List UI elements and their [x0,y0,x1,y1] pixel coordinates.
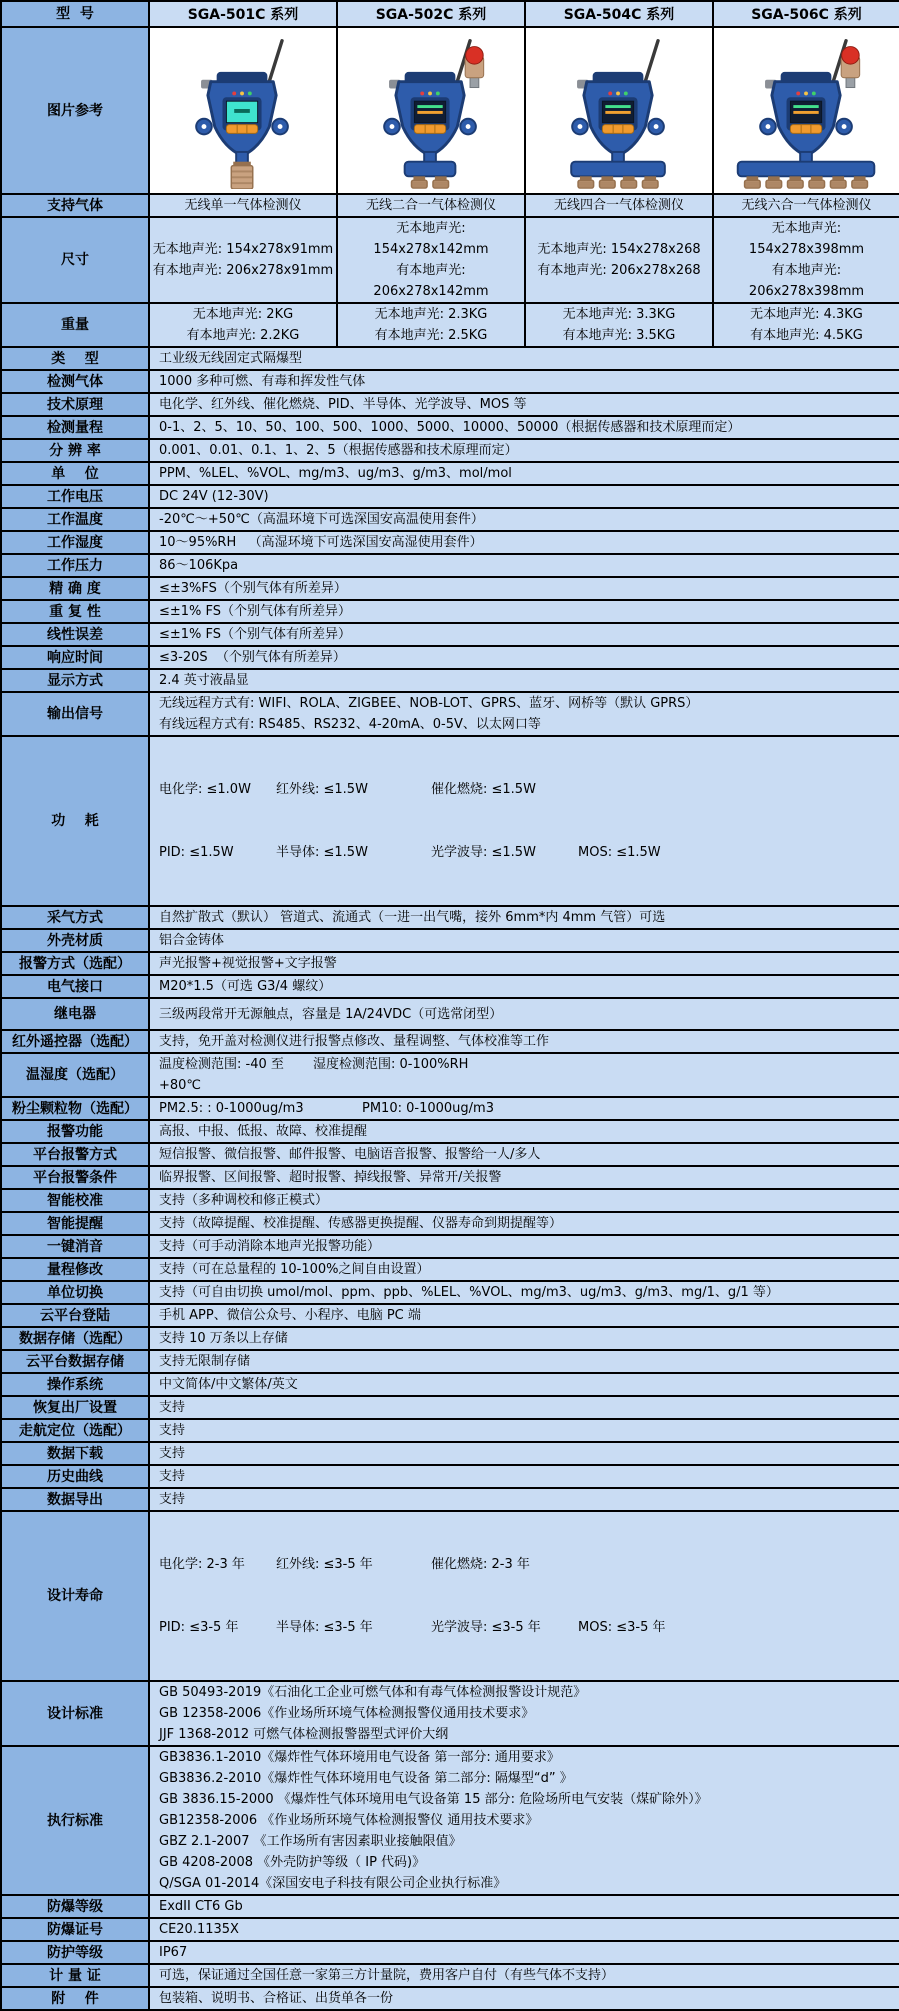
spec-row-housing [1,929,899,952]
image-row-label: 图片参考 [1,27,149,194]
product-image-cell-506c [713,27,899,194]
row-value: 无本地声光: 154x278x142mm 有本地声光: 206x278x142mm [337,217,525,303]
row-value: 手机 APP、微信公众号、小程序、电脑 PC 端 [149,1304,899,1327]
row-value: 无线远程方式有: WIFI、ROLA、ZIGBEE、NOB-LOT、GPRS、蓝牙、网桥等（默认 GPRS） 有线远程方式有: RS485、RS232、4-20mA、0-5V、以太网口等 [149,692,899,736]
row-label: 操作系统 [1,1373,149,1396]
row-value: ≤±1% FS（个别气体有所差异） [149,600,899,623]
row-value: ≤±3%FS（个别气体有所差异） [149,577,899,600]
row-value: 支持 [149,1396,899,1419]
row-label: 防护等级 [1,1941,149,1964]
spec-row-design-standard [1,1681,899,1746]
spec-row-voltage [1,485,899,508]
row-label: 工作湿度 [1,531,149,554]
row-label: 重量 [1,303,149,347]
spec-row-range [1,416,899,439]
row-label: 一键消音 [1,1235,149,1258]
row-label: 设计寿命 [1,1511,149,1681]
row-value: PPM、%LEL、%VOL、mg/m3、ug/m3、g/m3、mol/mol [149,462,899,485]
spec-row-mute [1,1235,899,1258]
row-value: 电化学、红外线、催化燃烧、PID、半导体、光学波导、MOS 等 [149,393,899,416]
row-label: 单 位 [1,462,149,485]
row-label: 支持气体 [1,194,149,217]
row-value: 无本地声光: 154x278x398mm 有本地声光: 206x278x398mm [713,217,899,303]
spec-row-factory-reset [1,1396,899,1419]
row-value: CE20.1135X [149,1918,899,1941]
spec-row-dust-option [1,1097,899,1120]
row-value: 中文简体/中文繁体/英文 [149,1373,899,1396]
header-row [1,1,899,27]
row-label: 云平台数据存储 [1,1350,149,1373]
row-value: 温度检测范围: -40 至+80℃湿度检测范围: 0-100%RH [149,1053,899,1097]
product-image-cell-504c [525,27,713,194]
row-label: 响应时间 [1,646,149,669]
row-label: 工作温度 [1,508,149,531]
row-label: 线性误差 [1,623,149,646]
spec-row-humidity [1,531,899,554]
spec-row-units [1,462,899,485]
row-value: 1000 多种可燃、有毒和挥发性气体 [149,370,899,393]
gas-detector-4-sensor-icon [526,29,712,193]
spec-row-metrology-cert [1,1964,899,1987]
row-value: 0-1、2、5、10、50、100、500、1000、5000、10000、50000（根据传感器和技术原理而定） [149,416,899,439]
row-label: 温湿度（选配） [1,1053,149,1097]
row-value: 86～106Kpa [149,554,899,577]
row-value: 无本地声光: 2.3KG 有本地声光: 2.5KG [337,303,525,347]
spec-row-data-download [1,1442,899,1465]
row-label: 工作电压 [1,485,149,508]
row-value: 高报、中报、低报、故障、校准提醒 [149,1120,899,1143]
header-model-label: 型 号 [1,1,149,27]
row-label: 数据导出 [1,1488,149,1511]
row-value: IP67 [149,1941,899,1964]
row-value: 电化学: ≤1.0W 红外线: ≤1.5W 催化燃烧: ≤1.5W PID: ≤1.5W 半导体: ≤1.5W 光学波导: ≤1.5W MOS: ≤1.5W [149,736,899,906]
row-value: 支持 10 万条以上存储 [149,1327,899,1350]
spec-row-electrical-interface [1,975,899,998]
row-value: PM2.5: : 0-1000ug/m3 PM10: 0-1000ug/m3 [149,1097,899,1120]
spec-row-explosion-proof-cert [1,1918,899,1941]
spec-row-design-life [1,1511,899,1681]
spec-row-pressure [1,554,899,577]
spec-row-accessories [1,1987,899,2010]
row-label: 云平台登陆 [1,1304,149,1327]
product-image-cell-502c [337,27,525,194]
row-value: DC 24V (12-30V) [149,485,899,508]
row-value: M20*1.5（可选 G3/4 螺纹） [149,975,899,998]
row-label: 报警方式（选配） [1,952,149,975]
row-label: 防爆证号 [1,1918,149,1941]
row-value: 无本地声光: 4.3KG 有本地声光: 4.5KG [713,303,899,347]
spec-row-smart-reminder [1,1212,899,1235]
row-label: 重 复 性 [1,600,149,623]
row-value: 支持（多种调校和修正模式） [149,1189,899,1212]
spec-row-unit-switch [1,1281,899,1304]
row-value: 2.4 英寸液晶显 [149,669,899,692]
row-label: 附 件 [1,1987,149,2010]
row-label: 单位切换 [1,1281,149,1304]
row-label: 输出信号 [1,692,149,736]
spec-row-navigation [1,1419,899,1442]
row-label: 平台报警方式 [1,1143,149,1166]
row-value: 支持（可自由切换 umol/mol、ppm、ppb、%LEL、%VOL、mg/m3、ug/m3、g/m3、mg/1、g/1 等） [149,1281,899,1304]
spec-row-type [1,347,899,370]
row-label: 技术原理 [1,393,149,416]
row-label: 执行标准 [1,1746,149,1895]
spec-row-linearity [1,623,899,646]
image-row [1,27,899,194]
row-value: 临界报警、区间报警、超时报警、掉线报警、异常开/关报警 [149,1166,899,1189]
row-label: 检测气体 [1,370,149,393]
spec-row-os [1,1373,899,1396]
row-value: 声光报警+视觉报警+文字报警 [149,952,899,975]
row-value: 自然扩散式（默认） 管道式、流通式（一进一出气嘴，接外 6mm*内 4mm 气管）可选 [149,906,899,929]
row-value: 无本地声光: 2KG 有本地声光: 2.2KG [149,303,337,347]
row-label: 历史曲线 [1,1465,149,1488]
row-value: -20℃～+50℃（高温环境下可选深国安高温使用套件） [149,508,899,531]
spec-row-data-export [1,1488,899,1511]
row-value: 电化学: 2-3 年 红外线: ≤3-5 年 催化燃烧: 2-3 年 PID: ≤3-5 年 半导体: ≤3-5 年 光学波导: ≤3-5 年 MOS: ≤3-5 年 [149,1511,899,1681]
spec-row-resolution [1,439,899,462]
spec-row-repeatability [1,600,899,623]
row-label: 走航定位（选配） [1,1419,149,1442]
supported-gas-row [1,194,899,217]
row-label: 数据存储（选配） [1,1327,149,1350]
row-value: ExdII CT6 Gb [149,1895,899,1918]
row-value: 0.001、0.01、0.1、1、2、5（根据传感器和技术原理而定） [149,439,899,462]
spec-row-sampling [1,906,899,929]
row-value: 支持（故障提醒、校准提醒、传感器更换提醒、仪器寿命到期提醒等） [149,1212,899,1235]
size-row [1,217,899,303]
row-value: 支持 [149,1465,899,1488]
spec-row-data-storage [1,1327,899,1350]
row-label: 报警功能 [1,1120,149,1143]
row-label: 恢复出厂设置 [1,1396,149,1419]
row-label: 量程修改 [1,1258,149,1281]
row-label: 智能提醒 [1,1212,149,1235]
row-label: 检测量程 [1,416,149,439]
spec-row-output-signal [1,692,899,736]
row-label: 粉尘颗粒物（选配） [1,1097,149,1120]
row-value: 包装箱、说明书、合格证、出货单各一份 [149,1987,899,2010]
spec-row-history-curve [1,1465,899,1488]
spec-row-accuracy [1,577,899,600]
row-value: 支持 [149,1488,899,1511]
row-value: 无本地声光: 3.3KG 有本地声光: 3.5KG [525,303,713,347]
model-name-502c: SGA-502C 系列 [337,1,525,27]
row-label: 平台报警条件 [1,1166,149,1189]
row-value: 无线四合一气体检测仪 [525,194,713,217]
row-value: 三级两段常开无源触点，容量是 1A/24VDC（可选常闭型） [149,998,899,1030]
row-label: 电气接口 [1,975,149,998]
row-value: 无本地声光: 154x278x268 有本地声光: 206x278x268 [525,217,713,303]
row-value: 无线单一气体检测仪 [149,194,337,217]
model-name-506c: SGA-506C 系列 [713,1,899,27]
spec-row-display [1,669,899,692]
row-value: ≤±1% FS（个别气体有所差异） [149,623,899,646]
spec-row-relay [1,998,899,1030]
row-value: 10～95%RH （高湿环境下可选深国安高湿使用套件） [149,531,899,554]
row-label: 功 耗 [1,736,149,906]
model-name-504c: SGA-504C 系列 [525,1,713,27]
spec-row-cloud-storage [1,1350,899,1373]
spec-row-platform-alarm-mode [1,1143,899,1166]
spec-row-alarm-mode [1,952,899,975]
row-label: 工作压力 [1,554,149,577]
spec-row-temperature [1,508,899,531]
spec-row-range-modify [1,1258,899,1281]
row-label: 设计标准 [1,1681,149,1746]
row-label: 红外遥控器（选配） [1,1030,149,1053]
gas-detector-2-sensor-icon [338,29,524,193]
row-label: 采气方式 [1,906,149,929]
spec-row-explosion-proof-grade [1,1895,899,1918]
row-label: 继电器 [1,998,149,1030]
spec-row-execution-standard [1,1746,899,1895]
row-label: 智能校准 [1,1189,149,1212]
gas-detector-6-sensor-icon [714,29,899,193]
row-value: 可选，保证通过全国任意一家第三方计量院，费用客户自付（有些气体不支持） [149,1964,899,1987]
spec-row-cloud-login [1,1304,899,1327]
row-value: 支持 [149,1442,899,1465]
row-label: 防爆等级 [1,1895,149,1918]
spec-row-response-time [1,646,899,669]
row-value: GB3836.1-2010《爆炸性气体环境用电气设备 第一部分: 通用要求》 GB3836.2-2010《爆炸性气体环境用电气设备 第二部分: 隔爆型“d” 》 GB 3836.15-2000 《爆炸性气体环境用电气设备第 15 部分: 危险场所电气安装（煤矿除外）》 GB12358-2006 《作业场所环境气体检测报警仪 通用技术要求》 GBZ 2.1-2007 《工作场所有害因素职业接触限值》 GB 4208-2008 《外壳防护等级（ IP 代码)》 Q/SGA 01-2014《深国安电子科技有限公司企业执行标准》 [149,1746,899,1895]
weight-row [1,303,899,347]
product-image-cell-501c [149,27,337,194]
row-value: 无线二合一气体检测仪 [337,194,525,217]
row-value: 无本地声光: 154x278x91mm 有本地声光: 206x278x91mm [149,217,337,303]
row-value: 工业级无线固定式隔爆型 [149,347,899,370]
row-value: 铝合金铸体 [149,929,899,952]
row-label: 外壳材质 [1,929,149,952]
row-value: 无线六合一气体检测仪 [713,194,899,217]
row-label: 显示方式 [1,669,149,692]
spec-row-ir-remote [1,1030,899,1053]
row-value: 支持无限制存储 [149,1350,899,1373]
row-value: ≤3-20S （个别气体有所差异） [149,646,899,669]
row-label: 类 型 [1,347,149,370]
row-label: 数据下载 [1,1442,149,1465]
row-label: 分 辨 率 [1,439,149,462]
row-label: 计 量 证 [1,1964,149,1987]
spec-row-power-consumption [1,736,899,906]
spec-row-ip-rating [1,1941,899,1964]
spec-row-temp-humidity-option [1,1053,899,1097]
model-name-501c: SGA-501C 系列 [149,1,337,27]
spec-row-smart-calibration [1,1189,899,1212]
row-value: 支持（可在总量程的 10-100%之间自由设置） [149,1258,899,1281]
row-value: GB 50493-2019《石油化工企业可燃气体和有毒气体检测报警设计规范》 GB 12358-2006《作业场所环境气体检测报警仪通用技术要求》 JJF 1368-2012 可燃气体检测报警器型式评价大纲 [149,1681,899,1746]
row-label: 尺寸 [1,217,149,303]
row-value: 支持 [149,1419,899,1442]
row-label: 精 确 度 [1,577,149,600]
row-value: 支持，免开盖对检测仪进行报警点修改、量程调整、气体校准等工作 [149,1030,899,1053]
spec-row-principle [1,393,899,416]
spec-row-detected-gas [1,370,899,393]
row-value: 短信报警、微信报警、邮件报警、电脑语音报警、报警给一人/多人 [149,1143,899,1166]
row-value: 支持（可手动消除本地声光报警功能） [149,1235,899,1258]
gas-detector-1-sensor-icon [150,29,336,193]
spec-row-alarm-function [1,1120,899,1143]
spec-row-platform-alarm-condition [1,1166,899,1189]
